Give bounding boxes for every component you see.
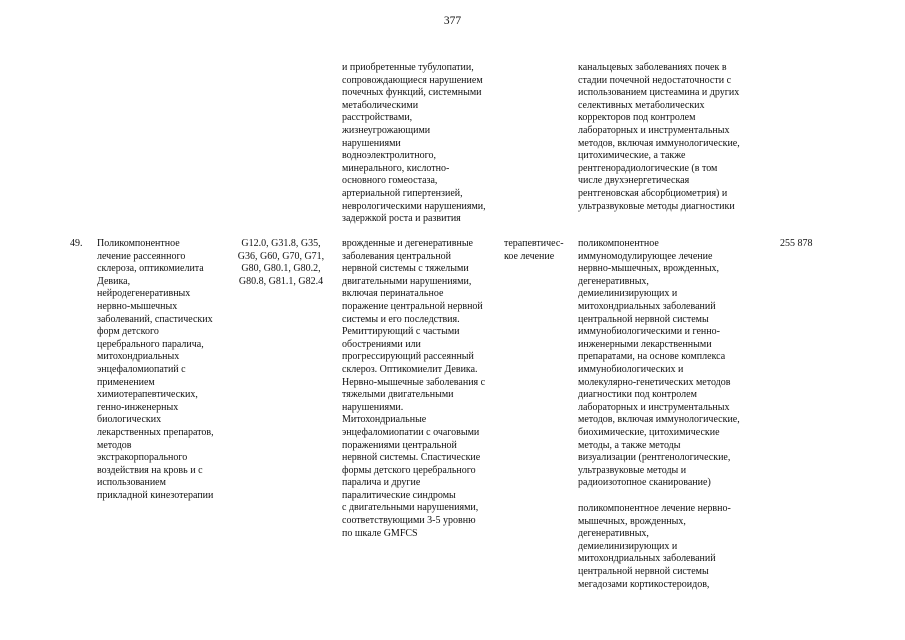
icd-codes: G12.0, G31.8, G35, G36, G60, G70, G71, G80, G80.1, G80.2, G80.8, G81.1, G82.4 — [237, 238, 325, 287]
continuation-patient-model: и приобретенные тубулопатии, сопровождающиеся нарушением почечных функций, системными метаболическими расстройствами, жизнеугрожающими нарушениями водноэлектролитного, минерального, кислотно- основного гомеостаза, артериальной гипертензией, неврологическими нарушениями, задержкой роста и развития — [342, 62, 486, 225]
treatment-method-1: поликомпонентное иммуномодулирующее лечение нервно-мышечных, врожденных, дегенеративных, демиелинизирующих и митохондриальных заболеваний центральной нервной системы иммунобиологическими и генно- инженерными лекарственными препаратами, на основе комплекса иммунобиологических и молекулярно-генетических методов диагностики под контролем лабораторных и инструментальных методов, включая иммунологические, биохимические, цитохимические методы, а также методы визуализации (рентгенологические, ультразвуковые методы и радиоизотопное сканирование) — [578, 238, 740, 489]
service-name: Поликомпонентное лечение рассеянного склероза, оптикомиелита Девика, нейродегенеративных нервно-мышечных заболеваний, спастических форм детского церебрального паралича, митохондриальных энцефаломиопатий с применением химиотерапевтических, генно-инженерных биологических лекарственных препаратов, методов экстракорпорального воздействия на кровь и с использованием прикладной кинезотерапии — [97, 238, 214, 501]
treatment-method-2: поликомпонентное лечение нервно- мышечных, врожденных, дегенеративных, демиелинизирующих и митохондриальных заболеваний центральной нервной системы мегадозами кортикостероидов, — [578, 503, 731, 590]
row-number: 49. — [70, 238, 83, 249]
patient-model: врожденные и дегенеративные заболевания центральной нервной системы с тяжелыми двигательными нарушениями, включая перинатальное поражение центральной нервной системы и его последствия. Ремиттирующий с частыми обострениями или прогрессирующий рассеянный склероз. Оптикомиелит Девика. Нервно-мышечные заболевания с тяжелыми двигательными нарушениями. Митохондриальные энцефаломиопатии с очаговыми поражениями центральной нервной системы. Спастические формы детского церебрального паралича и другие паралитические синдромы с двигательными нарушениями, соответствующими 3-5 уровню по шкале GMFCS — [342, 238, 486, 539]
page-number: 377 — [443, 15, 462, 27]
treatment-type: терапевтичес- кое лечение — [504, 238, 564, 262]
continuation-treatment-method: канальцевых заболеваниях почек в стадии почечной недостаточности с использованием цистеамина и других селективных метаболических корректоров под контролем лабораторных и инструментальных методов, включая иммунологические, цитохимические, а также рентгенорадиологические (в том числе двухэнергетическая рентгеновская абсорбциометрия) и ультразвуковые методы диагностики — [578, 62, 740, 212]
cost: 255 878 — [780, 238, 813, 249]
